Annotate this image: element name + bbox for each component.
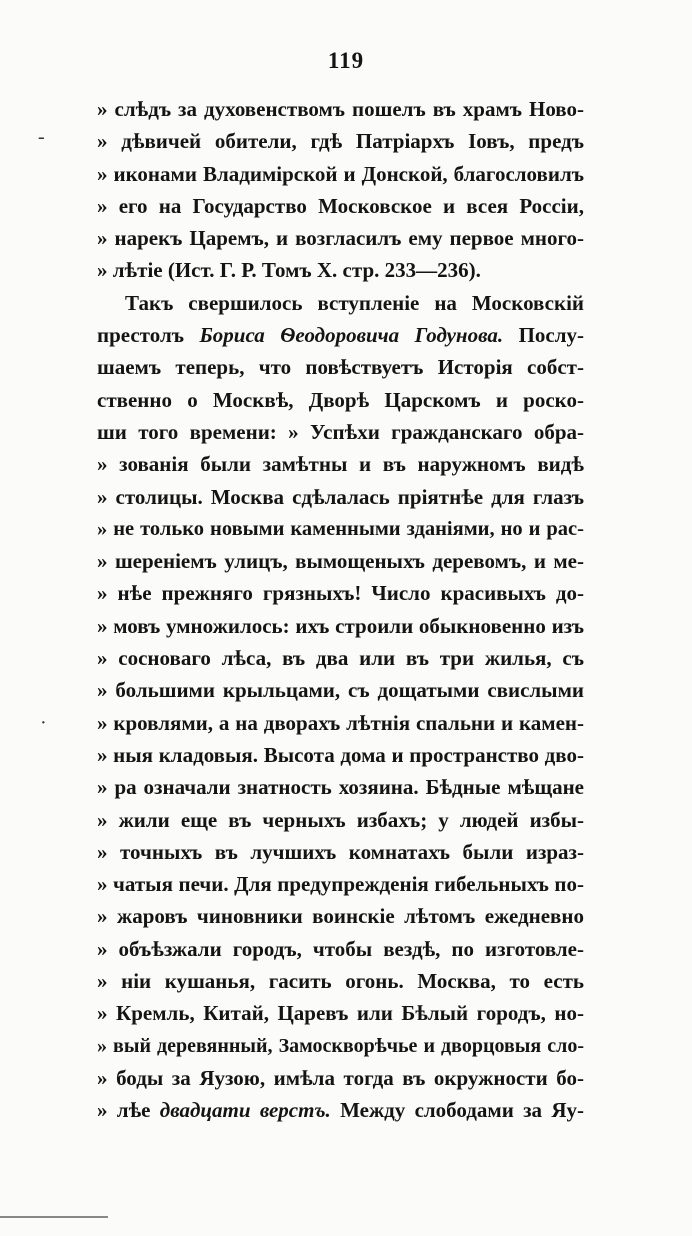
text-line: » ніи кушанья, гасить огонь. Москва, то есть <box>97 969 584 994</box>
text-line: » зованія были замѣтны и въ наружномъ видѣ <box>97 452 584 477</box>
text-line: » жаровъ чиновники воинскіе лѣтомъ ежедневно <box>97 904 584 929</box>
text-line: » жили еще въ черныхъ избахъ; у людей избы- <box>97 807 584 832</box>
text-line: шаемъ теперь, что повѣствуетъ Исторія собст- <box>97 355 584 380</box>
text-line: » слѣдъ за духовенствомъ пошелъ въ храмъ Ново- <box>97 97 584 121</box>
scan-edge-line <box>0 1216 108 1218</box>
text-line <box>97 1094 584 1126</box>
text-line: » объѣзжали городъ, чтобы вездѣ, по изготовле- <box>97 936 584 961</box>
text-line: » шереніемъ улицъ, вымощеныхъ деревомъ, и ме- <box>97 549 584 574</box>
text-line: » ныя кладовыя. Высота дома и пространство дво- <box>97 742 584 767</box>
text-line: » кровлями, а на дворахъ лѣтнія спальни и камен- <box>97 710 584 735</box>
margin-dash: - <box>38 126 45 148</box>
text-line: » точныхъ въ лучшихъ комнатахъ были израз- <box>97 839 584 864</box>
text-line: ши того времени: » Успѣхи гражданскаго обра- <box>97 419 584 444</box>
text-line: » иконами Владимірской и Донской, благословилъ <box>97 161 584 186</box>
text-line: » сосноваго лѣса, въ два или въ три жилья, съ <box>97 646 584 671</box>
text-segment: престолъ <box>97 323 184 348</box>
text-line: » нарекъ Царемъ, и возгласилъ ему первое много- <box>97 226 584 251</box>
body-text <box>97 93 584 1127</box>
italic-phrase: двадцати верстъ. <box>159 1098 331 1123</box>
text-line: » его на Государство Московское и всея Россіи, <box>97 193 584 218</box>
text-line: » чатыя печи. Для предупрежденія гибельныхъ по- <box>97 872 584 897</box>
text-line <box>97 319 584 351</box>
text-segment: Между слободами за Яу- <box>340 1098 585 1123</box>
text-line: » Кремль, Китай, Царевъ или Бѣлый городъ, но- <box>97 1001 584 1026</box>
paragraph-start-line: Такъ свершилось вступленіе на Московскій <box>125 290 584 315</box>
text-line: ственно о Москвѣ, Дворѣ Царскомъ и роско- <box>97 387 584 412</box>
text-line: » ра означали знатность хозяина. Бѣдные мѣщане <box>97 775 584 800</box>
text-line: » большими крыльцами, съ дощатыми свислыми <box>97 678 584 703</box>
text-line: » нѣе прежняго грязныхъ! Число красивыхъ до- <box>97 581 584 606</box>
margin-dot: · <box>40 712 47 734</box>
text-line: » не только новыми каменными зданіями, но и рас- <box>97 517 584 540</box>
text-segment: Послу- <box>518 323 584 348</box>
text-line: » столицы. Москва сдѣлалась пріятнѣе для глазъ <box>97 484 584 509</box>
page-number: 119 <box>327 48 365 73</box>
text-line: » мовъ умножилось: ихъ строили обыкновенно изъ <box>97 613 584 638</box>
text-line: » лѣтіе (Ист. Г. Р. Томъ X. стр. 233—236). <box>97 258 481 283</box>
text-segment: » лѣе <box>97 1098 151 1123</box>
italic-name: Бориса Ѳеодоровича Годунова. <box>199 323 504 348</box>
text-line: » вый деревянный, Замоскворѣчье и дворцовыя сло- <box>97 1034 584 1057</box>
text-line: » боды за Яузою, имѣла тогда въ окружности бо- <box>97 1065 584 1090</box>
text-line: » дѣвичей обители, гдѣ Патріархъ Іовъ, предъ <box>97 129 584 154</box>
